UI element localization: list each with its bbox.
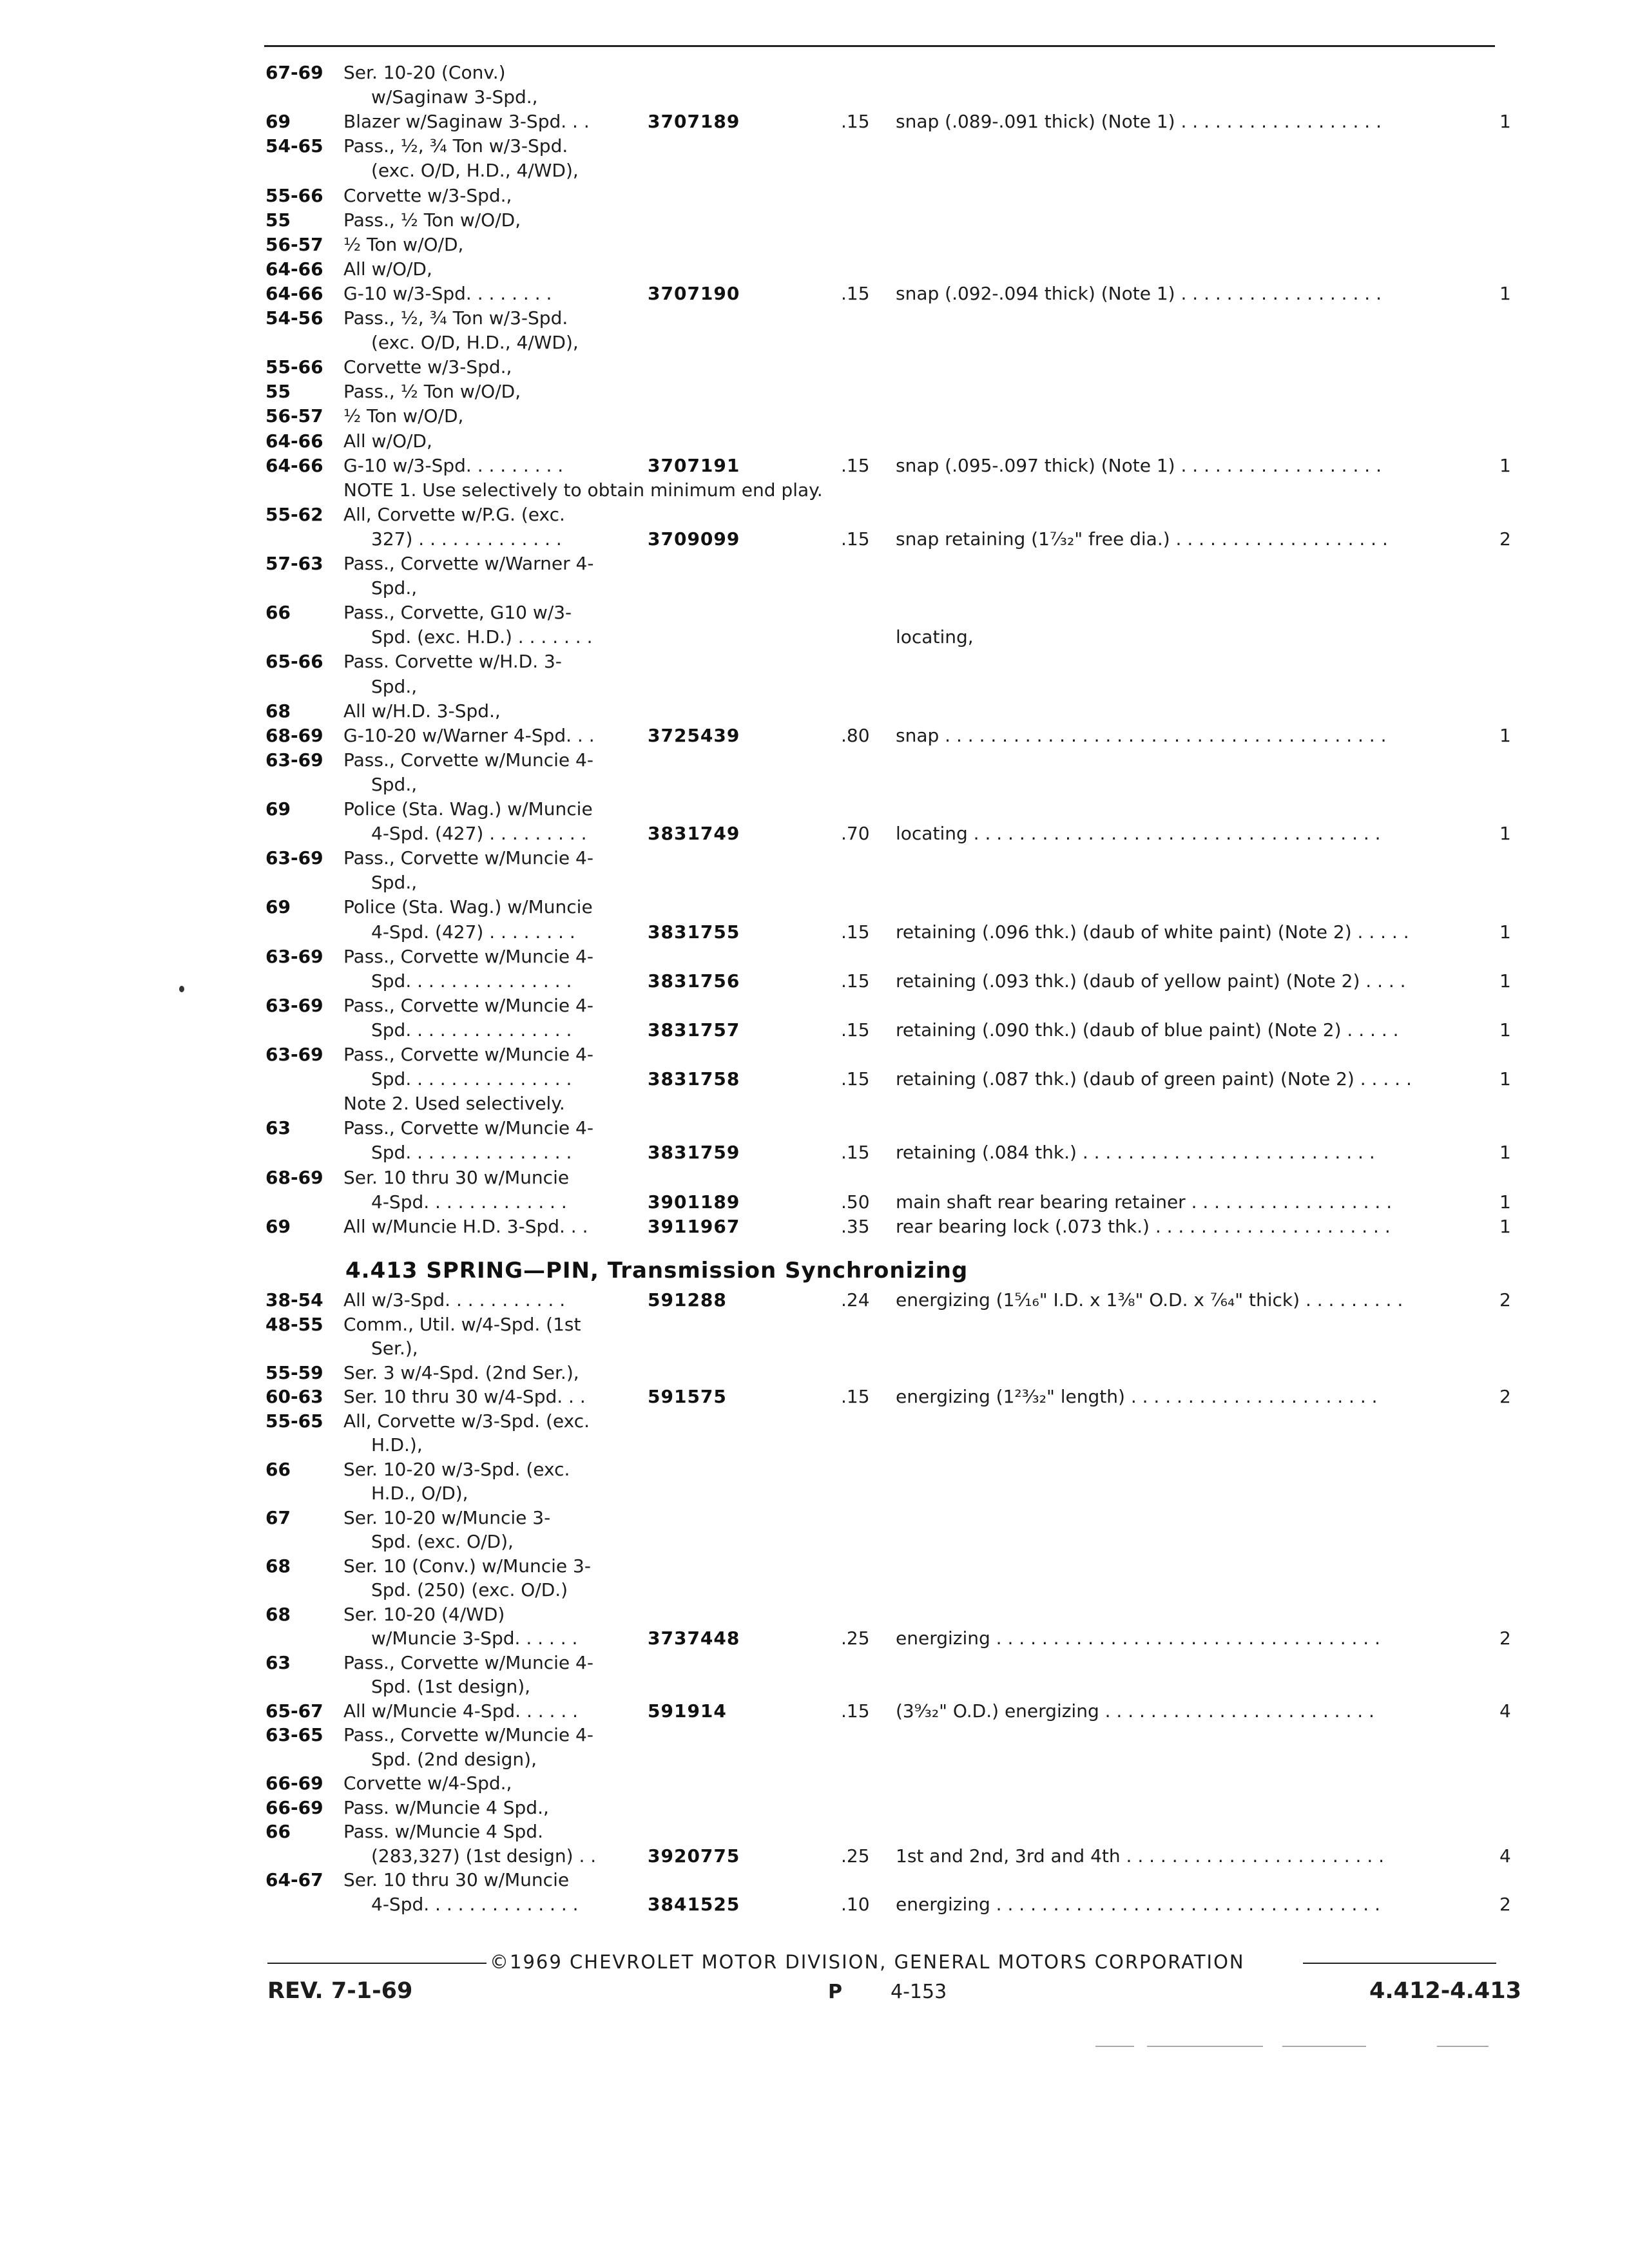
year-range: 55 (265, 209, 291, 231)
description: main shaft rear bearing retainer . . . . . . . . . . . . . . . . . . (896, 1191, 1393, 1213)
section-title: 4.413 SPRING—PIN, Transmission Synchronizing (345, 1258, 969, 1283)
parts-row (0, 1819, 1629, 1845)
description: snap (.089-.091 thick) (Note 1) . . . . . . . . . . . . . . . . . . (896, 111, 1382, 133)
application: Comm., Util. w/4-Spd. (1st (343, 1313, 581, 1335)
application: Spd. (250) (exc. O/D.) (371, 1579, 568, 1600)
quantity: 1 (1499, 454, 1511, 476)
application: Spd., (371, 675, 418, 697)
quantity: 1 (1499, 1019, 1511, 1041)
application: G-10 w/3-Spd. . . . . . . . (343, 282, 552, 304)
application: Ser. 10 thru 30 w/Muncie (343, 1869, 570, 1890)
quantity: 1 (1499, 111, 1511, 133)
price: .15 (841, 1142, 870, 1164)
description: snap retaining (1⁷⁄₃₂" free dia.) . . . . . . . . . . . . . . . . . . . (896, 528, 1388, 550)
year-range: 38-54 (265, 1289, 323, 1311)
application: Pass., Corvette, G10 w/3- (343, 602, 572, 624)
part-number: 3707191 (648, 454, 740, 476)
parts-row (0, 1360, 1629, 1386)
parts-row (0, 1722, 1629, 1748)
price: .15 (841, 111, 870, 133)
application: Pass., Corvette w/Muncie 4- (343, 945, 593, 967)
description: energizing . . . . . . . . . . . . . . . . . . . . . . . . . . . . . . . . . . (896, 1628, 1380, 1649)
section-range: 4.412-4.413 (1369, 1978, 1521, 2004)
parts-row (0, 1650, 1629, 1676)
price: .24 (841, 1289, 870, 1311)
application: Pass., Corvette w/Muncie 4- (343, 994, 593, 1016)
quantity: 1 (1499, 1142, 1511, 1164)
application: Pass., ½, ¾ Ton w/3-Spd. (343, 307, 568, 329)
application: 4-Spd. . . . . . . . . . . . . (371, 1191, 567, 1213)
application: Spd., (371, 872, 418, 894)
description: retaining (.090 thk.) (daub of blue paint) (Note 2) . . . . . (896, 1019, 1399, 1041)
application: All w/O/D, (343, 430, 432, 452)
year-range: 67-69 (265, 62, 323, 83)
year-range: 63-65 (265, 1724, 323, 1745)
application: Spd., (371, 773, 418, 795)
parts-row (0, 1529, 1629, 1555)
description: retaining (.084 thk.) . . . . . . . . . . . . . . . . . . . . . . . . . . (896, 1142, 1375, 1164)
application: All, Corvette w/3-Spd. (exc. (343, 1410, 590, 1432)
year-range: 55-59 (265, 1361, 323, 1383)
year-range: 56-57 (265, 233, 323, 255)
description: locating, (896, 626, 974, 648)
year-range: 64-66 (265, 258, 323, 280)
page-prefix: P (828, 1981, 842, 2003)
quantity: 4 (1499, 1845, 1511, 1867)
part-number: 3841525 (648, 1893, 740, 1915)
parts-row (0, 1867, 1629, 1893)
price: .70 (841, 823, 870, 845)
application: Spd. (exc. H.D.) . . . . . . . (371, 626, 593, 648)
application: NOTE 1. Use selectively to obtain minimum end play. (343, 479, 823, 501)
price: .25 (841, 1628, 870, 1649)
year-range: 65-67 (265, 1700, 323, 1722)
application: (exc. O/D, H.D., 4/WD), (371, 160, 579, 182)
price: .15 (841, 1386, 870, 1407)
year-range: 65-66 (265, 651, 323, 673)
quantity: 2 (1499, 1893, 1511, 1915)
application: Ser. 10 (Conv.) w/Muncie 3- (343, 1555, 591, 1577)
year-range: 69 (265, 798, 291, 820)
application: ½ Ton w/O/D, (343, 405, 464, 427)
year-range: 63 (265, 1651, 291, 1673)
application: Pass., Corvette w/Muncie 4- (343, 1117, 593, 1139)
application: Pass., Corvette w/Warner 4- (343, 553, 594, 574)
description: rear bearing lock (.073 thk.) . . . . . . . . . . . . . . . . . . . . . (896, 1215, 1391, 1237)
price: .15 (841, 454, 870, 476)
application: Corvette w/4-Spd., (343, 1773, 512, 1794)
application: Pass., Corvette w/Muncie 4- (343, 1651, 593, 1673)
quantity: 2 (1499, 528, 1511, 550)
year-range: 57-63 (265, 553, 323, 574)
application: (exc. O/D, H.D., 4/WD), (371, 332, 579, 354)
quantity: 1 (1499, 1068, 1511, 1090)
application: All w/H.D. 3-Spd., (343, 700, 501, 722)
application: w/Muncie 3-Spd. . . . . . (371, 1628, 578, 1649)
description: snap (.095-.097 thick) (Note 1) . . . . . . . . . . . . . . . . . . (896, 454, 1382, 476)
year-range: 68 (265, 1603, 291, 1625)
scan-artifact (1147, 2046, 1263, 2047)
part-number: 3831749 (648, 823, 740, 845)
price: .50 (841, 1191, 870, 1213)
parts-row (0, 1674, 1629, 1700)
part-number: 3831755 (648, 921, 740, 943)
year-range: 64-66 (265, 430, 323, 452)
parts-row (0, 1384, 1629, 1410)
description: energizing (1²³⁄₃₂" length) . . . . . . . . . . . . . . . . . . . . . . (896, 1386, 1378, 1407)
application: All w/O/D, (343, 258, 432, 280)
parts-row (0, 1771, 1629, 1796)
application: All, Corvette w/P.G. (exc. (343, 503, 565, 525)
year-range: 67 (265, 1506, 291, 1528)
scan-artifact (1095, 2046, 1134, 2047)
part-number: 591914 (648, 1700, 727, 1722)
part-number: 3725439 (648, 724, 740, 746)
part-number: 3737448 (648, 1628, 740, 1649)
application: ½ Ton w/O/D, (343, 233, 464, 255)
quantity: 1 (1499, 823, 1511, 845)
year-range: 68 (265, 700, 291, 722)
price: .15 (841, 528, 870, 550)
year-range: 69 (265, 896, 291, 918)
year-range: 66-69 (265, 1796, 323, 1818)
year-range: 63 (265, 1117, 291, 1139)
application: Pass., ½ Ton w/O/D, (343, 381, 521, 403)
application: Spd. (exc. O/D), (371, 1531, 514, 1552)
price: .35 (841, 1215, 870, 1237)
year-range: 68-69 (265, 1166, 323, 1188)
application: Police (Sta. Wag.) w/Muncie (343, 798, 593, 820)
application: All w/3-Spd. . . . . . . . . . . (343, 1289, 566, 1311)
page-number: 4-153 (891, 1981, 947, 2003)
parts-row (0, 1577, 1629, 1603)
application: Note 2. Used selectively. (343, 1093, 565, 1115)
price: .15 (841, 921, 870, 943)
application: Ser. 10-20 w/Muncie 3- (343, 1506, 551, 1528)
description: snap (.092-.094 thick) (Note 1) . . . . . . . . . . . . . . . . . . (896, 282, 1382, 304)
footer-rule-left (267, 1963, 487, 1964)
part-number: 3707190 (648, 282, 740, 304)
quantity: 2 (1499, 1289, 1511, 1311)
parts-row (0, 1287, 1629, 1313)
year-range: 48-55 (265, 1313, 323, 1335)
year-range: 54-56 (265, 307, 323, 329)
quantity: 1 (1499, 282, 1511, 304)
price: .15 (841, 282, 870, 304)
part-number: 3831759 (648, 1142, 740, 1164)
footer-rule-right (1303, 1963, 1496, 1964)
parts-row (0, 1698, 1629, 1724)
application: Spd. . . . . . . . . . . . . . . (371, 1019, 572, 1041)
part-number: 591575 (648, 1386, 727, 1407)
year-range: 66 (265, 1821, 291, 1842)
application: Pass. w/Muncie 4 Spd. (343, 1821, 543, 1842)
price: .15 (841, 1019, 870, 1041)
application: Spd. (2nd design), (371, 1748, 537, 1770)
part-number: 3911967 (648, 1215, 740, 1237)
application: Ser. 3 w/4-Spd. (2nd Ser.), (343, 1361, 579, 1383)
application: w/Saginaw 3-Spd., (371, 86, 538, 108)
price: .15 (841, 1068, 870, 1090)
quantity: 1 (1499, 1191, 1511, 1213)
year-range: 63-69 (265, 847, 323, 869)
price: .80 (841, 724, 870, 746)
parts-row (0, 1892, 1629, 1917)
application: (283,327) (1st design) . . (371, 1845, 597, 1867)
part-number: 3920775 (648, 1845, 740, 1867)
description: energizing (1⁵⁄₁₆" I.D. x 1³⁄₈" O.D. x ⁷⁄₆₄" thick) . . . . . . . . . (896, 1289, 1403, 1311)
application: Pass. w/Muncie 4 Spd., (343, 1796, 549, 1818)
part-number: 3707189 (648, 111, 740, 133)
parts-row (0, 1602, 1629, 1628)
part-number: 3831756 (648, 970, 740, 992)
quantity: 4 (1499, 1700, 1511, 1722)
year-range: 60-63 (265, 1386, 323, 1407)
description: energizing . . . . . . . . . . . . . . . . . . . . . . . . . . . . . . . . . . (896, 1893, 1380, 1915)
year-range: 54-65 (265, 135, 323, 157)
quantity: 2 (1499, 1628, 1511, 1649)
year-range: 56-57 (265, 405, 323, 427)
application: Pass., ½ Ton w/O/D, (343, 209, 521, 231)
application: 4-Spd. (427) . . . . . . . . . (371, 823, 587, 845)
quantity: 1 (1499, 724, 1511, 746)
parts-row (0, 1626, 1629, 1651)
parts-row (0, 1432, 1629, 1458)
year-range: 63-69 (265, 749, 323, 771)
year-range: 66 (265, 602, 291, 624)
year-range: 55 (265, 381, 291, 403)
application: Pass., Corvette w/Muncie 4- (343, 749, 593, 771)
part-number: 591288 (648, 1289, 727, 1311)
application: Corvette w/3-Spd., (343, 356, 512, 378)
quantity: 1 (1499, 970, 1511, 992)
description: 1st and 2nd, 3rd and 4th . . . . . . . . . . . . . . . . . . . . . . . (896, 1845, 1385, 1867)
year-range: 55-62 (265, 503, 323, 525)
description: snap . . . . . . . . . . . . . . . . . . . . . . . . . . . . . . . . . . . . . . . (896, 724, 1387, 746)
parts-row (0, 1505, 1629, 1531)
description: retaining (.093 thk.) (daub of yellow paint) (Note 2) . . . . (896, 970, 1406, 992)
application: Ser. 10-20 (Conv.) (343, 62, 506, 83)
quantity: 1 (1499, 1215, 1511, 1237)
year-range: 55-65 (265, 1410, 323, 1432)
description: retaining (.087 thk.) (daub of green paint) (Note 2) . . . . . (896, 1068, 1412, 1090)
application: Spd. (1st design), (371, 1676, 531, 1697)
parts-row (0, 1457, 1629, 1483)
application: Pass. Corvette w/H.D. 3- (343, 651, 562, 673)
scan-speck (179, 986, 184, 992)
year-range: 55-66 (265, 356, 323, 378)
application: All w/Muncie H.D. 3-Spd. . . (343, 1215, 588, 1237)
year-range: 64-66 (265, 282, 323, 304)
application: Blazer w/Saginaw 3-Spd. . . (343, 111, 590, 133)
quantity: 1 (1499, 921, 1511, 943)
parts-row (0, 1336, 1629, 1361)
application: Ser. 10 thru 30 w/Muncie (343, 1166, 570, 1188)
application: Spd. . . . . . . . . . . . . . . (371, 1142, 572, 1164)
parts-row (0, 1481, 1629, 1506)
part-number: 3831757 (648, 1019, 740, 1041)
parts-row (0, 1553, 1629, 1579)
year-range: 64-67 (265, 1869, 323, 1890)
application: Police (Sta. Wag.) w/Muncie (343, 896, 593, 918)
application: 327) . . . . . . . . . . . . . (371, 528, 562, 550)
price: .15 (841, 1700, 870, 1722)
parts-row (0, 1795, 1629, 1821)
application: Ser. 10 thru 30 w/4-Spd. . . (343, 1386, 586, 1407)
year-range: 66 (265, 1458, 291, 1480)
quantity: 2 (1499, 1386, 1511, 1407)
part-number: 3901189 (648, 1191, 740, 1213)
year-range: 68-69 (265, 724, 323, 746)
year-range: 69 (265, 1215, 291, 1237)
application: Spd. . . . . . . . . . . . . . . (371, 970, 572, 992)
application: Spd. . . . . . . . . . . . . . . (371, 1068, 572, 1090)
application: G-10-20 w/Warner 4-Spd. . . (343, 724, 595, 746)
application: Pass., Corvette w/Muncie 4- (343, 1724, 593, 1745)
year-range: 63-69 (265, 1044, 323, 1065)
year-range: 63-69 (265, 994, 323, 1016)
scan-artifact (1282, 2046, 1366, 2047)
application: Spd., (371, 577, 418, 599)
application: Corvette w/3-Spd., (343, 184, 512, 206)
parts-row (0, 1408, 1629, 1434)
application: H.D., O/D), (371, 1483, 468, 1504)
application: H.D.), (371, 1434, 423, 1456)
price: .10 (841, 1893, 870, 1915)
year-range: 55-66 (265, 184, 323, 206)
year-range: 69 (265, 111, 291, 133)
application: Pass., ½, ¾ Ton w/3-Spd. (343, 135, 568, 157)
price: .15 (841, 970, 870, 992)
application: Pass., Corvette w/Muncie 4- (343, 1044, 593, 1065)
description: retaining (.096 thk.) (daub of white paint) (Note 2) . . . . . (896, 921, 1409, 943)
parts-row (0, 1747, 1629, 1773)
application: All w/Muncie 4-Spd. . . . . . (343, 1700, 579, 1722)
parts-row (0, 1312, 1629, 1338)
part-number: 3709099 (648, 528, 740, 550)
revision-date: REV. 7-1-69 (267, 1978, 413, 2004)
year-range: 63-69 (265, 945, 323, 967)
application: Ser. 10-20 w/3-Spd. (exc. (343, 1458, 570, 1480)
parts-row (0, 1843, 1629, 1869)
part-number: 3831758 (648, 1068, 740, 1090)
application: 4-Spd. . . . . . . . . . . . . . (371, 1893, 579, 1915)
scan-artifact (1437, 2046, 1489, 2047)
year-range: 68 (265, 1555, 291, 1577)
year-range: 64-66 (265, 454, 323, 476)
application: Pass., Corvette w/Muncie 4- (343, 847, 593, 869)
application: 4-Spd. (427) . . . . . . . . (371, 921, 575, 943)
footer-copyright: ©1969 CHEVROLET MOTOR DIVISION, GENERAL MOTORS CORPORATION (490, 1951, 1245, 1973)
application: Ser. 10-20 (4/WD) (343, 1603, 505, 1625)
price: .25 (841, 1845, 870, 1867)
description: locating . . . . . . . . . . . . . . . . . . . . . . . . . . . . . . . . . . . . (896, 823, 1381, 845)
application: Ser.), (371, 1338, 418, 1359)
application: G-10 w/3-Spd. . . . . . . . . (343, 454, 564, 476)
year-range: 66-69 (265, 1773, 323, 1794)
description: (3⁹⁄₃₂" O.D.) energizing . . . . . . . . . . . . . . . . . . . . . . . . (896, 1700, 1374, 1722)
